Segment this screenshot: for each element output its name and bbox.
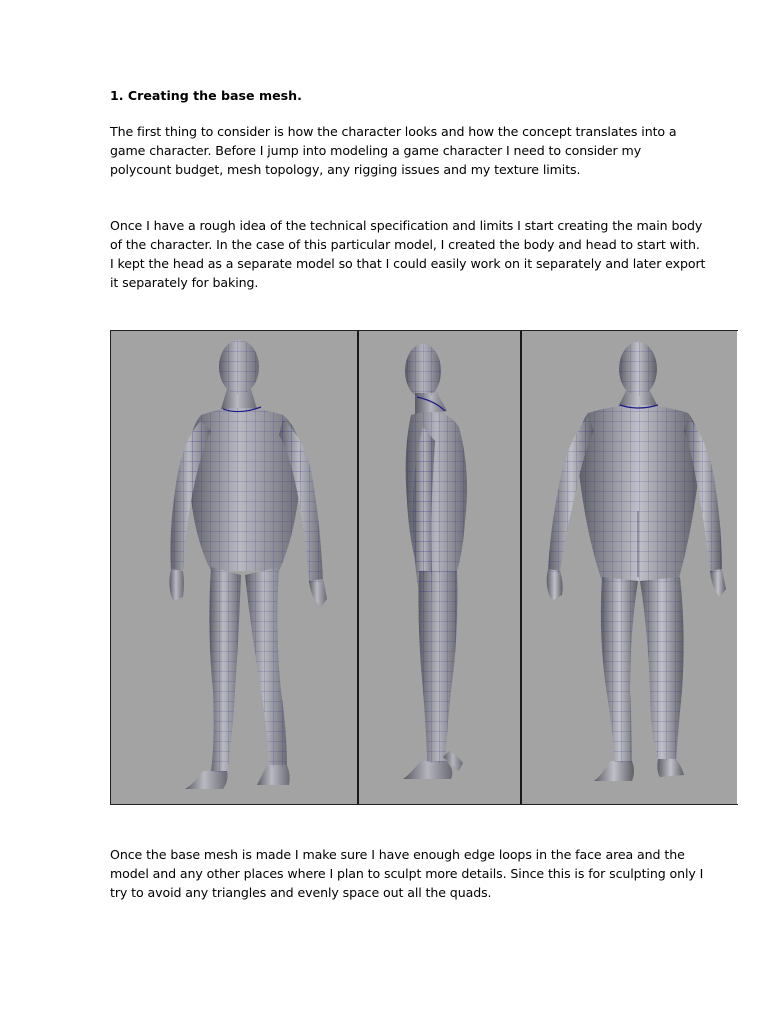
- text-line: model and any other places where I plan to sculpt more details. Since this is for sculpting only I: [110, 866, 704, 881]
- paragraph-edge-loops: [110, 845, 704, 902]
- text-line: I kept the head as a separate model so that I could easily work on it separately and later export: [110, 256, 706, 271]
- mesh-figure-side: [359, 331, 522, 804]
- mesh-view-back: [522, 331, 737, 804]
- mesh-figure-front: [111, 331, 359, 804]
- base-mesh-figure: [110, 330, 738, 805]
- text-line: it separately for baking.: [110, 275, 259, 290]
- text-line: Once the base mesh is made I make sure I have enough edge loops in the face area and the: [110, 847, 685, 862]
- mesh-figure-back: [522, 331, 737, 804]
- mesh-view-front-three-quarter: [111, 331, 359, 804]
- text-line: game character. Before I jump into modeling a game character I need to consider my: [110, 143, 642, 158]
- section-heading: 1. Creating the base mesh.: [110, 88, 302, 103]
- text-line: of the character. In the case of this particular model, I created the body and head to start with.: [110, 237, 700, 252]
- text-line: The first thing to consider is how the character looks and how the concept translates into a: [110, 124, 677, 139]
- paragraph-body-creation: [110, 216, 706, 292]
- mesh-view-side: [359, 331, 522, 804]
- text-line: try to avoid any triangles and evenly space out all the quads.: [110, 885, 492, 900]
- text-line: polycount budget, mesh topology, any rigging issues and my texture limits.: [110, 162, 581, 177]
- paragraph-intro: [110, 122, 677, 179]
- text-line: Once I have a rough idea of the technical specification and limits I start creating the main body: [110, 218, 703, 233]
